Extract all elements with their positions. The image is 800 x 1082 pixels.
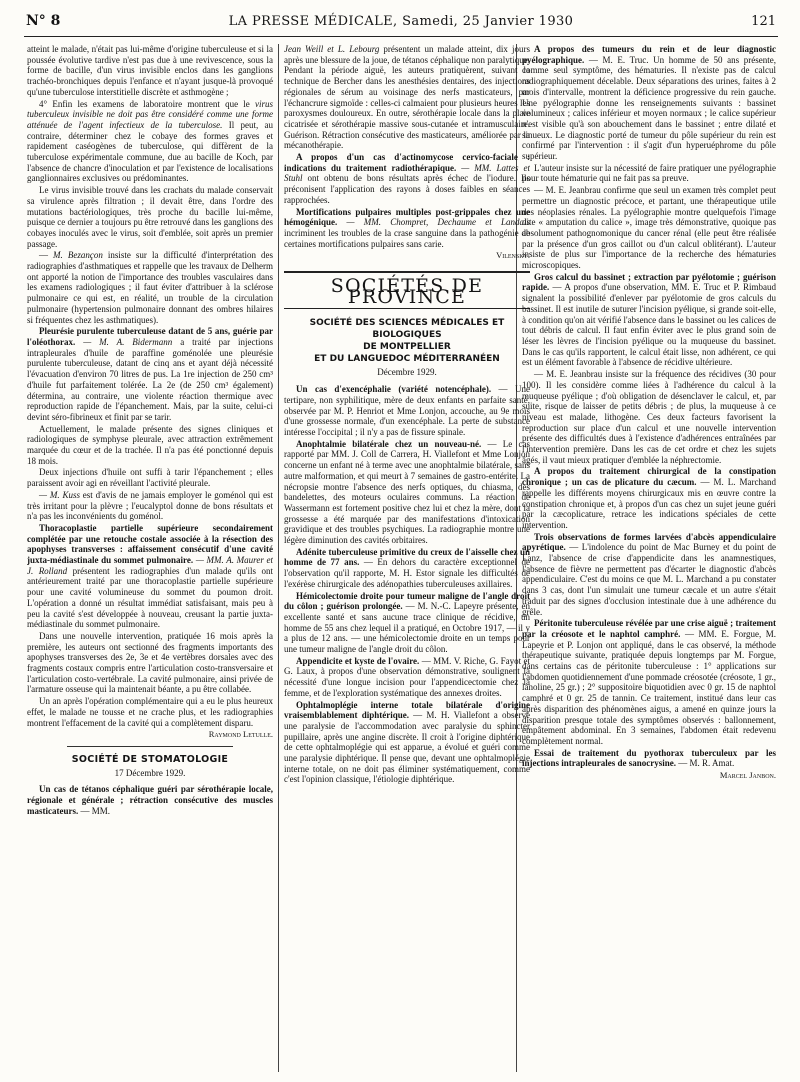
article: Péritonite tuberculeuse révélée par une crise aiguë ; traitement par la créosote et le naphtol camphré. — MM. E. Forgue, M. Lapeyrie et P. Lonjon ont appliqué, dans le cas observé, la méthode thérapeutique suivante, pratiquée depuis longtemps par M. Forgue, dans certains cas de péritonite tuberculeuse : 1° applications sur l'abdomen quotidiennement d'une pommade créosotée (créosote, 1 gr., lanoline, 25 gr.) ; 2° suppositoire biquotidien avec 0 gr. 15 de naphtol camphré et 0 gr. 25 de tannin. Ce traitement, institué dans leur cas après disparition des phénomènes aigus, a amené en quinze jours la disparition presque totale des symptômes observés : ballonnement, empâtement abdominal. En 3 semaines, l'abdomen était redevenu complètement normal. [522, 618, 776, 746]
article: Ophtalmoplégie interne totale bilatérale d'origine vraisemblablement diphtérique. — M. H. Viallefont a observé une paralysie de l'accommodation avec paralysie du sphincter pupillaire, après une angine discrète. Il croit à l'origine diphtérique de cette ophtalmoplégie qui est apparue, a évolué et guéri comme une paralysie diphtérique. Il pense que, devant une ophtalmoplégie interne totale, on ne doit pas éliminer systématiquement, comme c'est l'opinion classique, l'étiologie diphtérique. [284, 699, 530, 785]
paragraph: Un an après l'opération complémentaire qui a eu le plus heureux effet, le malade ne tousse et ne crache plus, et les radiographies montrent l'effacement de la cavité qui a complètement disparu. [27, 696, 273, 728]
article-heading: Essai de traitement du pyothorax tuberculeux par les injections intrapleurales de sanocrysine. [522, 747, 776, 769]
separator [67, 746, 233, 747]
section-banner [284, 271, 530, 309]
article: Essai de traitement du pyothorax tuberculeux par les injections intrapleurales de sanocrysine. — M. R. Amat. [522, 747, 776, 769]
article-heading: A propos des tumeurs du rein et de leur diagnostic pyélographique. [522, 44, 776, 65]
column-3 [522, 44, 776, 1074]
article-heading: Pleurésie purulente tuberculeuse datant de 5 ans, guérie par l'oléothorax. [27, 326, 273, 347]
paragraph: Dans une nouvelle intervention, pratiquée 16 mois après la première, les auteurs ont sectionné des fragments importants des apophyses transverses des 2e, 3e et 4e vertèbres dorsales avec des fragments costaux compris entre l'articulation costo-transversaire et l'articulation costo-vertébrale. La cavité pulmonaire, ainsi privée de l'armature osseuse qui la maintenait béante, a pu être collabée. [27, 630, 273, 695]
page-number: 121 [751, 14, 776, 29]
article: Thoracoplastie partielle supérieure secondairement complétée par une retouche costale associée à la résection des apophyses transverses : affaissement consécutif d'une cavité juxta-médiastinale du sommet pulmonaire. — MM. A. Maurer et J. Rolland présentent les radiographies d'un malade qu'ils ont antérieurement traité par une thoracoplastie partielle supérieure pour une cavité volumineuse du sommet du poumon droit. L'opération a donné un résultat immédiat satisfaisant, mais peu à peu la cavité s'est développée à nouveau, creusant la partie juxta-médiastinale du sommet pulmonaire. [27, 522, 273, 630]
issue-number: N° 8 [26, 13, 61, 29]
paragraph: — M. E. Jeanbrau confirme que seul un examen très complet peut permettre un diagnostic précoce, et partant, une thérapeutique utile des néoplasies rénales. La pyélographie montre quelquefois l'image dite « amputation du calice », image très démonstrative, quoique pas absolument pathognomonique du cancer rénal (elle peut être réalisée par la présence d'un gros caillot ou d'un calcul oblitérant). L'auteur insiste de plus sur l'importance de la recherche des hématuries microscopiques. [522, 185, 776, 271]
article-heading: Adénite tuberculeuse primitive du creux de l'aisselle chez un homme de 77 ans. [284, 546, 530, 568]
article-heading: A propos du traitement chirurgical de la constipation chronique ; un cas de plicature du cæcum. [522, 466, 776, 488]
article: Gros calcul du bassinet ; extraction par pyélotomie ; guérison rapide. — A propos d'une observation, MM. E. Truc et P. Rimbaud signalent la possibilité d'enlever par pyélotomie de gros calculs du bassinet. Il est inutile de suturer l'incision pyélique, si grande soit-elle, à condition qu'on ait vérifié l'absence dans le bassinet ou les calices de tout débris de calcul. Il faut enfin éviter avec le plus grand soin de léser les lèvres de l'incision pyélique ou la muqueuse du bassinet. Dans le cas qu'ils rapportent, le calcul était lisse, non adhérent, ce qui est un élément favorable à l'absence de récidive ultérieure. [522, 271, 776, 368]
article-heading: Anophtalmie bilatérale chez un nouveau-né. [296, 438, 482, 449]
article: A propos des tumeurs du rein et de leur diagnostic pyélographique. — M. E. Truc. Un homme de 50 ans présente, comme seul symptôme, des hématuries. Il n'existe pas de calcul radiographiquement décelable. Deux séparations des urines, faites à 2 mois d'intervalle, montrent la déficience progressive du rein gauche. Une pyélographie donne les renseignements suivants : bassinet volumineux ; calices inférieur et moyen normaux ; le calice supérieur n'est visible qu'à son abouchement dans le bassinet ; entre dilaté et sinueux. Le diagnostic porté de tumeur du pôle supérieur du rein est confirmé par l'intervention : il s'agit d'un hyperuéphrome du pôle supérieur. [522, 44, 776, 162]
paragraph: — M. E. Jeanbrau insiste sur la fréquence des récidives (30 pour 100). Il les considère comme liées à l'adhérence du calcul à la muqueuse pyélique ; d'où obligation de désenclaver le calcul, et, par suite, risque de laisser de petits débris ; de plus, la muqueuse à ce niveau est malade, lithogène. Ces deux facteurs favorisent la reproduction sur place d'un calcul et une nouvelle intervention présente des difficultés dues à l'existence d'adhérences entraînées par l'intervention première. Dans les cas de cet ordre et chez les sujets âgés, il vaut mieux pratiquer d'emblée la néphrectomie. [522, 369, 776, 465]
page-header [24, 12, 778, 37]
section-title: SOCIÉTÉS DE PROVINCE [330, 275, 484, 308]
paragraph: 4° Enfin les examens de laboratoire montrent que le virus tuberculeux invisible ne doit pas être considéré comme une forme atténuée de l'agent infectieux de la tuberculose. Il peut, au contraire, déterminer chez le cobaye des formes graves et rapidement caséogènes de tuberculose, qui diffèrent de la tuberculose expérimentale commune, due au bacille de Koch, par l'absence de chancre d'inoculation et par l'existence de localisations ganglionnaires exclusives ou prédominantes. [27, 98, 273, 184]
signature: Raymond Letulle. [208, 729, 273, 740]
article: Trois observations de formes larvées d'abcès appendiculaire apyrétique. — L'indolence du point de Mac Burney et du point de Lanz, l'absence de crise d'appendicite dans les anamnestiques, l'absence de fièvre ne permettent pas d'écarter le diagnostic d'abcès appendiculaire. C'est du moins ce que M. L. Marchand a pu constater dans 3 cas, dont l'un simulait une tumeur cæcale et un autre s'était traduit par des signes d'occlusion intestinale due à une adhérence du grêle. [522, 531, 776, 617]
article: Pleurésie purulente tuberculeuse datant de 5 ans, guérie par l'oléothorax. — M. A. Bidermann a traité par injections intrapleurales d'huile de paraffine goménolée une pleurésie purulente tuberculeuse, datant de cinq ans et ayant déjà nécessité l'évacuation d'environ 70 litres de pus. La 1re injection de 250 cm³ d'huile fut parfaitement tolérée. La 2e (de 250 cm³ également) détermina, au contraire, une violente réaction thermique avec reproduction rapide de l'épanchement. Mais, par la suite, celui-ci devint séro-fibrineux et finit par se tarir. [27, 326, 273, 422]
paragraph: Deux injections d'huile ont suffi à tarir l'épanchement ; elles paraissent avoir agi en réveillant l'activité pleurale. [27, 467, 273, 489]
article: A propos d'un cas d'actinomycose cervico-faciale : indications du traitement radiothérapique. — MM. Lattes et Stuhl ont obtenu de bons résultats après échec de l'iodure. Ils préconisent l'application des rayons à doses faibles en séances rapprochées. [284, 152, 530, 205]
article: Un cas d'exencéphalie (variété notencéphale). — Une tertipare, non syphilitique, mère de deux enfants en parfaite santé, observée par M. P. Henriot et Mme Lonjon, accouche, au 9e mois d'une grossesse normale, d'un exencéphale. La perte de substance intéresse l'occipital ; il n'y a pas de fissure spinale. [284, 384, 530, 437]
paragraph: L'auteur insiste sur la nécessité de faire pratiquer une pyélographie pour toute hématurie qui ne fait pas sa preuve. [522, 162, 776, 184]
newspaper-title: LA PRESSE MÉDICALE, Samedi, 25 Janvier 1930 [228, 14, 574, 29]
article-heading: Hémicolectomie droite pour tumeur maligne de l'angle droit du côlon ; guérison prolongée. [284, 590, 530, 612]
article: Adénite tuberculeuse primitive du creux de l'aisselle chez un homme de 77 ans. — En dehors du caractère exceptionnel de l'observation qu'il rapporte, M. H. Estor signale les difficultés de l'exérèse chirurgicale des adénopathies tuberculeuses axillaires. [284, 546, 530, 589]
article: Anophtalmie bilatérale chez un nouveau-né. — Le cas rapporté par MM. J. Coll de Carrera, H. Viallefont et Mme Lonjon concerne un enfant né à terme avec une anophtalmie bilatérale, sans autre malformation, et qui meurt à 7 semaines de gastro-entérite. La nécropsie montre l'absence des nerfs optiques, du chiasma, des bandelettes, des moteurs oculaires communs. La réaction de Wassermann est fortement positive chez lui et chez la mère, dont la grossesse a été marquée par des manifestations d'intoxication gravidique et des troubles psychiques. La radiographie montre une légère diminution des cavités orbitaires. [284, 438, 530, 546]
paragraph: atteint le malade, n'était pas lui-même d'origine tuberculeuse et si la poussée évolutive tardive n'est pas due à une revivescence, sous la forme de bacille, d'un virus invisible enclos dans les ganglions trachéo-bronchiques depuis l'enfance et n'ayant jusque-là provoqué qu'une tuberculose interstitielle discrète et asthmogène ; [27, 44, 273, 97]
paragraph: Jean Weill et L. Lebourg présentent un malade atteint, dix jours après une blessure de la joue, de tétanos céphalique non paralytique. Pendant la période aiguë, les auteurs pratiquèrent, suivant la technique de Bercher dans les anesthésies dentaires, des injections régionales de sérum au voisinage des nerfs masticateurs, par l'échancrure sigmoïde : celles-ci calmaient pour plusieurs heures les paroxysmes douloureux. En outre, sérothérapie locale dans la plaie cicatrisée et sérothérapie massive sous-cutanée et intramusculaire. Guérison. Rétraction consécutive des masticateurs, améliorée par la mécanothérapie. [284, 44, 530, 151]
article-heading: Péritonite tuberculeuse révélée par une crise aiguë ; traitement par la créosote et le naphtol camphré. [522, 618, 776, 639]
session-date: Décembre 1929. [377, 367, 437, 378]
paragraph: Le virus invisible trouvé dans les crachats du malade conservait sa virulence après filtration ; il devait être, dans l'ordre des mutations bactériologiques, très proche du bacille lui-même, puisque ce dernier a toujours pu être retrouvé dans les ganglions des cobayes inoculés avec le virus, soit d'emblée, soit après un premier passage. [27, 185, 273, 249]
column-2 [284, 44, 530, 1074]
article-heading: Gros calcul du bassinet ; extraction par pyélotomie ; guérison rapide. [522, 271, 776, 293]
article: Appendicite et kyste de l'ovaire. — MM. V. Riche, G. Fayot et G. Laux, à propos d'une observation démonstrative, soulignent la nécessité d'une longue incision pour l'appendicectomie chez la femme, et de l'exploration systématique des annexes droites. [284, 655, 530, 698]
article-heading: Appendicite et kyste de l'ovaire. [296, 655, 420, 666]
article: A propos du traitement chirurgical de la constipation chronique ; un cas de plicature du cæcum. — M. L. Marchand rappelle les différents moyens chirurgicaux mis en œuvre contre la constipation chronique et, à propos d'un cas chez un sujet jeune guéri par la cæcoplicature, retrace les indications spéciales de cette intervention. [522, 466, 776, 530]
paragraph: — M. Kuss est d'avis de ne jamais employer le goménol qui est très irritant pour la plèvre ; l'eucalyptol donne de bons résultats et n'a pas les inconvénients du goménol. [27, 489, 273, 522]
article-heading: A propos d'un cas d'actinomycose cervico-faciale : indications du traitement radiothérapique. [284, 152, 530, 173]
paragraph: — M. Bezançon insiste sur la difficulté d'interprétation des radiographies d'asthmatiques et rappelle que les travaux de Delherm ont apporté la notion de l'importance des troubles vasculaires dans les examens radiologiques ; il faut éviter d'attribuer à la sclérose pulmonaire ce qui est, en réalité, un trouble de la circulation pulmonaire (hypertension pulmonaire donnant des ombres hilaires si fréquentes chez les asthmatiques). [27, 250, 273, 325]
article: Mortifications pulpaires multiples post-grippales chez une hémogénique. — MM. Chompret, Dechaume et Landais incriminent les troubles de la crase sanguine dans la pathogénie de certaines mortifications pulpaires sans carie. [284, 206, 530, 249]
article-heading: Ophtalmoplégie interne totale bilatérale d'origine vraisemblablement diphtérique. [284, 699, 530, 721]
article-heading: Thoracoplastie partielle supérieure secondairement complétée par une retouche costale associée à la résection des apophyses transverses : affaissement consécutif d'une cavité juxta-médiastinale du sommet pulmonaire. [27, 522, 273, 566]
article-heading: Un cas de tétanos céphalique guéri par sérothérapie locale, régionale et générale ; rétraction consécutive des muscles masticateurs. [27, 784, 273, 816]
article-heading: Mortifications pulpaires multiples post-grippales chez une hémogénique. [284, 206, 530, 228]
signature: Vilensky. [496, 250, 530, 261]
article-heading: Trois observations de formes larvées d'abcès appendiculaire apyrétique. [522, 531, 776, 553]
column-rule-1 [278, 44, 279, 1072]
article: Un cas de tétanos céphalique guéri par sérothérapie locale, régionale et générale ; rétraction consécutive des muscles masticateurs. — MM. [27, 784, 273, 816]
signature: Marcel Janbon. [719, 770, 776, 781]
society-title: SOCIÉTÉ DE STOMATOLOGIE [71, 754, 229, 765]
session-date: 17 Décembre 1929. [114, 767, 186, 778]
column-1 [27, 44, 273, 1074]
article-heading: Un cas d'exencéphalie (variété notencéphale). [296, 384, 492, 395]
article: Hémicolectomie droite pour tumeur maligne de l'angle droit du côlon ; guérison prolongée. — M. N.-C. Lapeyre présente, en excellente santé et sans aucune trace clinique de récidive, un homme de 55 ans chez lequel il a pratiqué, en Octobre 1917, — il y a plus de 12 ans. — une hémicolectomie droite en un temps pour une tumeur maligne de l'angle droit du côlon. [284, 590, 530, 655]
society-title: SOCIÉTÉ DES SCIENCES MÉDICALES ET BIOLOGIQUES DE MONTPELLIER ET DU LANGUEDOC MÉDITERRANÉEN [309, 318, 505, 365]
paragraph: Actuellement, le malade présente des signes cliniques et radiologiques de symphyse pleurale, avec attraction extrêmement marquée du cœur et de la trachée. Il n'a pas été ponctionné depuis 18 mois. [27, 423, 273, 466]
